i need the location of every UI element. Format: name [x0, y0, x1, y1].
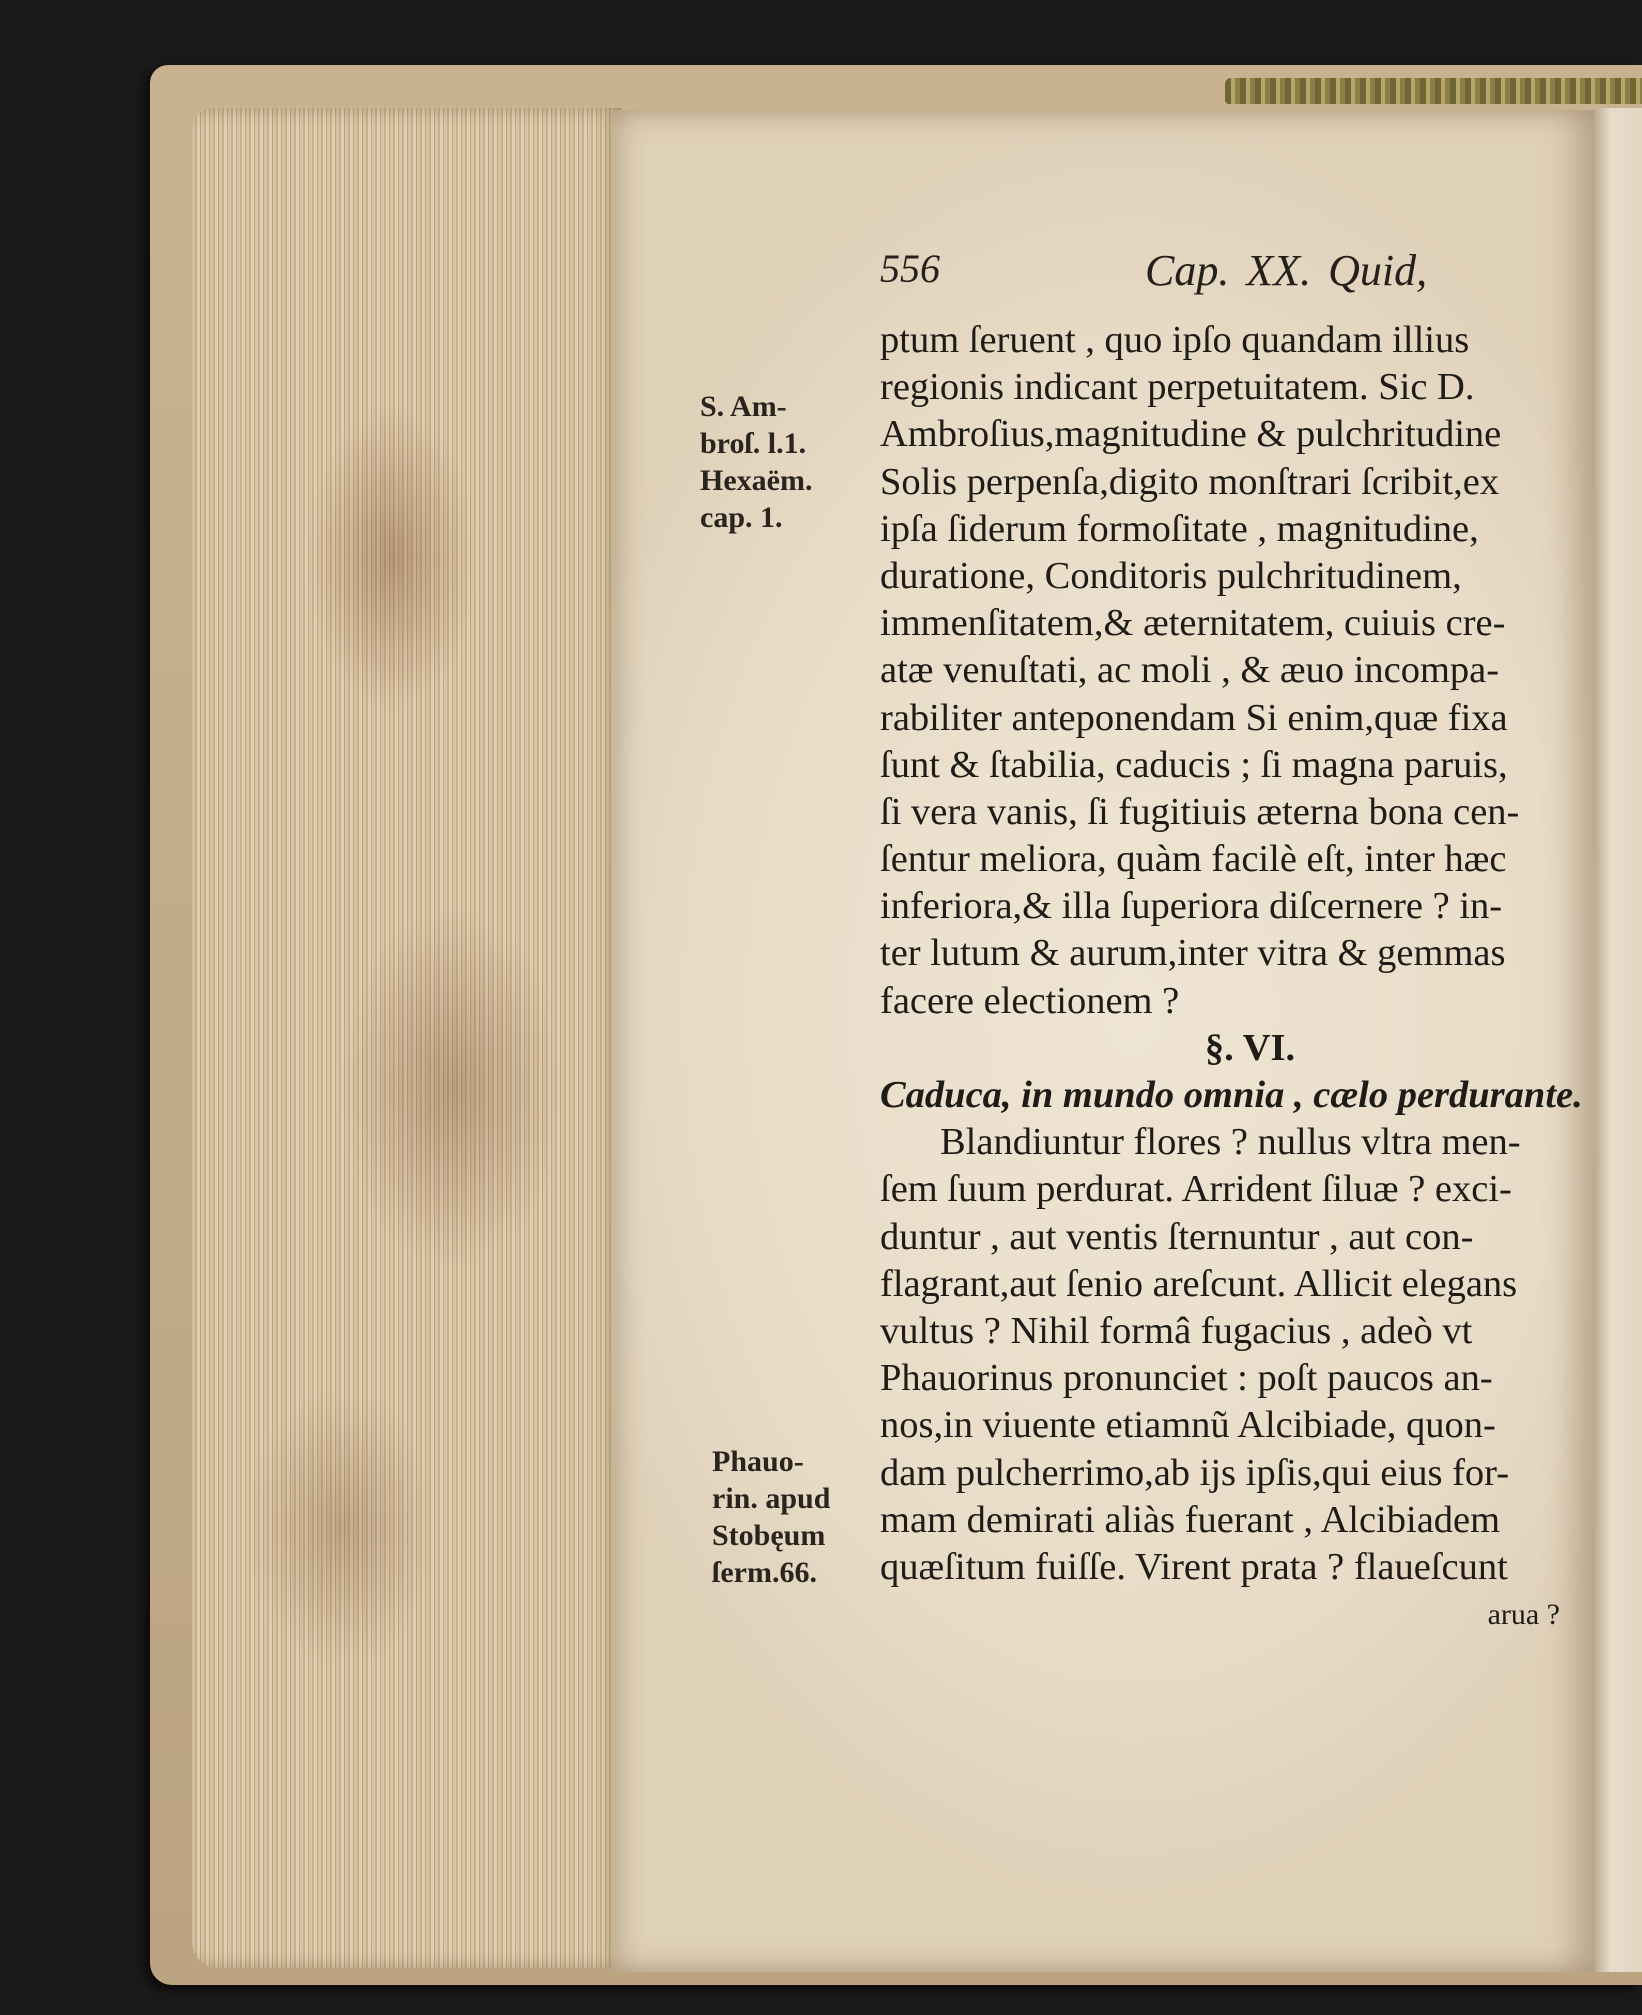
text-line: ſunt & ſtabilia, caducis ; ſi magna paruis,: [880, 743, 1508, 786]
text-line: facere electionem ?: [880, 979, 1180, 1022]
text-line: ſentur meliora, quàm facilè eſt, inter hæc: [880, 838, 1507, 881]
text-line: flagrant,aut ſenio areſcunt. Allicit elegans: [880, 1262, 1518, 1305]
text-line: dam pulcherrimo,ab ijs ipſis,qui eius for-: [880, 1451, 1510, 1494]
page-block-edges: [192, 108, 622, 1968]
text-line: mam demirati aliàs fuerant , Alcibiadem: [880, 1498, 1501, 1541]
margin-note-phavorinus: [712, 1443, 862, 1591]
text-line: vultus ? Nihil formâ fugacius , adeò vt: [880, 1309, 1473, 1352]
section-subtitle: Caduca, in mundo omnia , cælo perdurante.: [880, 1074, 1583, 1116]
margin-note-line: Hexaëm.: [700, 464, 813, 497]
text-line: Ambroſius,magnitudine & pulchritudine: [880, 413, 1502, 456]
text-line: nos,in viuente etiamnũ Alcibiade, quon-: [880, 1404, 1496, 1447]
text-line: quæſitum fuiſſe. Virent prata ? flaueſcunt: [880, 1545, 1508, 1588]
margin-note-line: Stobęum: [712, 1519, 826, 1552]
text-line: regionis indicant perpetuitatem. Sic D.: [880, 366, 1475, 409]
text-line: ptum ſeruent , quo ipſo quandam illius: [880, 319, 1470, 361]
text-line: rabiliter anteponendam Si enim,quæ fixa: [880, 696, 1508, 739]
margin-note-line: cap. 1.: [700, 501, 783, 534]
text-line: ter lutum & aurum,inter vitra & gemmas: [880, 932, 1506, 975]
section-heading: §. VI.: [1204, 1026, 1296, 1069]
running-head: [880, 245, 1580, 305]
text-line: ſi vera vanis, ſi fugitiuis æterna bona cen-: [880, 790, 1520, 833]
text-line: Phauorinus pronunciet : poſt paucos an-: [880, 1357, 1493, 1400]
text-line: Solis perpenſa,digito monſtrari ſcribit,ex: [880, 460, 1500, 503]
headband: [1225, 78, 1642, 104]
chapter-title: Cap. XX. Quid,: [1145, 246, 1428, 295]
margin-note-line: Phauo-: [712, 1445, 804, 1478]
page-body: [880, 317, 1583, 1638]
margin-note-line: S. Am-: [700, 390, 787, 423]
margin-note-ambrose: [700, 388, 850, 536]
margin-note-line: rin. apud: [712, 1482, 831, 1515]
margin-note-line: ſerm.66.: [712, 1556, 817, 1589]
text-line: ipſa ſiderum formoſitate , magnitudine,: [880, 507, 1479, 550]
text-line: ſem ſuum perdurat. Arrident ſiluæ ? exci-: [880, 1168, 1512, 1211]
catchword: arua ?: [1487, 1598, 1560, 1632]
page-number: 556: [880, 246, 940, 291]
text-line: immenſitatem,& æternitatem, cuiuis cre-: [880, 602, 1506, 645]
text-line: duratione, Conditoris pulchritudinem,: [880, 554, 1462, 597]
text-line: inferiora,& illa ſuperiora diſcernere ? in-: [880, 885, 1503, 928]
text-line: duntur , aut ventis ſternuntur , aut con-: [880, 1215, 1474, 1258]
margin-note-line: broſ. l.1.: [700, 427, 807, 460]
text-line: Blandiuntur flores ? nullus vltra men-: [940, 1121, 1521, 1164]
facing-page-edge: [1594, 108, 1642, 1972]
text-line: atæ venuſtati, ac moli , & æuo incompa-: [880, 649, 1500, 692]
